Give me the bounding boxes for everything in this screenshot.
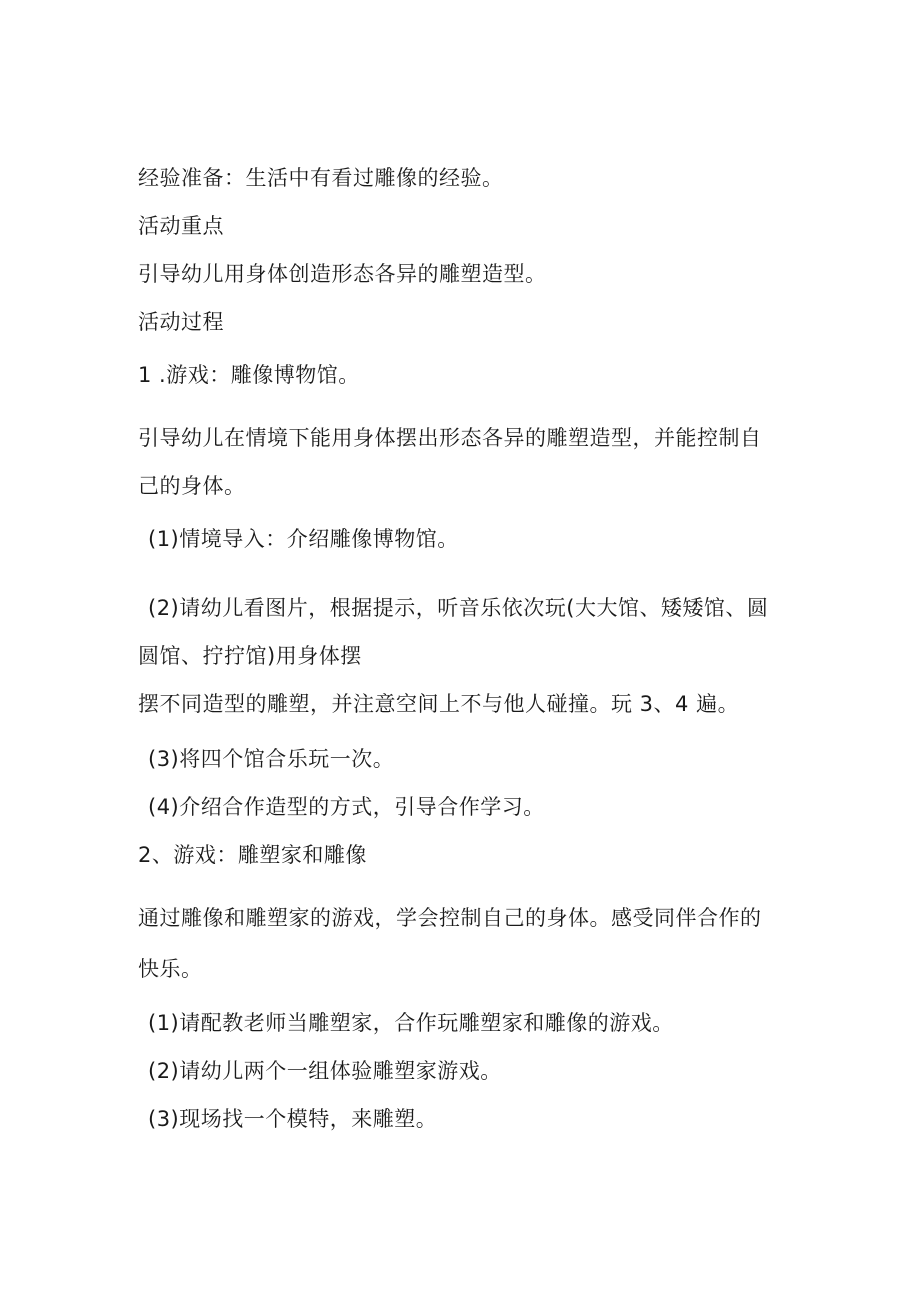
paragraph-line: 通过雕像和雕塑家的游戏，学会控制自己的身体。感受同伴合作的 (138, 906, 762, 930)
list-item-step-2: (2)请幼儿看图片，根据提示，听音乐依次玩(大大馆、矮矮馆、圆 (148, 596, 769, 620)
heading-activity-focus: 活动重点 (138, 214, 224, 238)
list-item-step-4: (4)介绍合作造型的方式，引导合作学习。 (148, 795, 545, 819)
list-item-step-2: (2)请幼儿两个一组体验雕塑家游戏。 (148, 1059, 502, 1083)
list-item-step-1: (1)情境导入：介绍雕像博物馆。 (148, 527, 459, 551)
section-title-game-2: 2、游戏：雕塑家和雕像 (138, 843, 367, 867)
paragraph-line: 圆馆、拧拧馆)用身体摆 (138, 644, 362, 668)
text-line-experience-prep: 经验准备：生活中有看过雕像的经验。 (138, 166, 504, 190)
paragraph-line: 快乐。 (138, 957, 203, 981)
list-item-step-1: (1)请配教老师当雕塑家，合作玩雕塑家和雕像的游戏。 (148, 1011, 674, 1035)
paragraph-line: 己的身体。 (138, 474, 246, 498)
section-title-game-1: 1 .游戏：雕像博物馆。 (138, 363, 360, 387)
text-line-focus-content: 引导幼儿用身体创造形态各异的雕塑造型。 (138, 262, 547, 286)
list-item-step-3: (3)将四个馆合乐玩一次。 (148, 747, 395, 771)
list-item-step-3: (3)现场找一个模特，来雕塑。 (148, 1107, 438, 1131)
paragraph-line: 引导幼儿在情境下能用身体摆出形态各异的雕塑造型，并能控制自 (138, 426, 762, 450)
paragraph-line: 摆不同造型的雕塑，并注意空间上不与他人碰撞。玩 3、4 遍。 (138, 692, 740, 716)
heading-activity-process: 活动过程 (138, 310, 224, 334)
